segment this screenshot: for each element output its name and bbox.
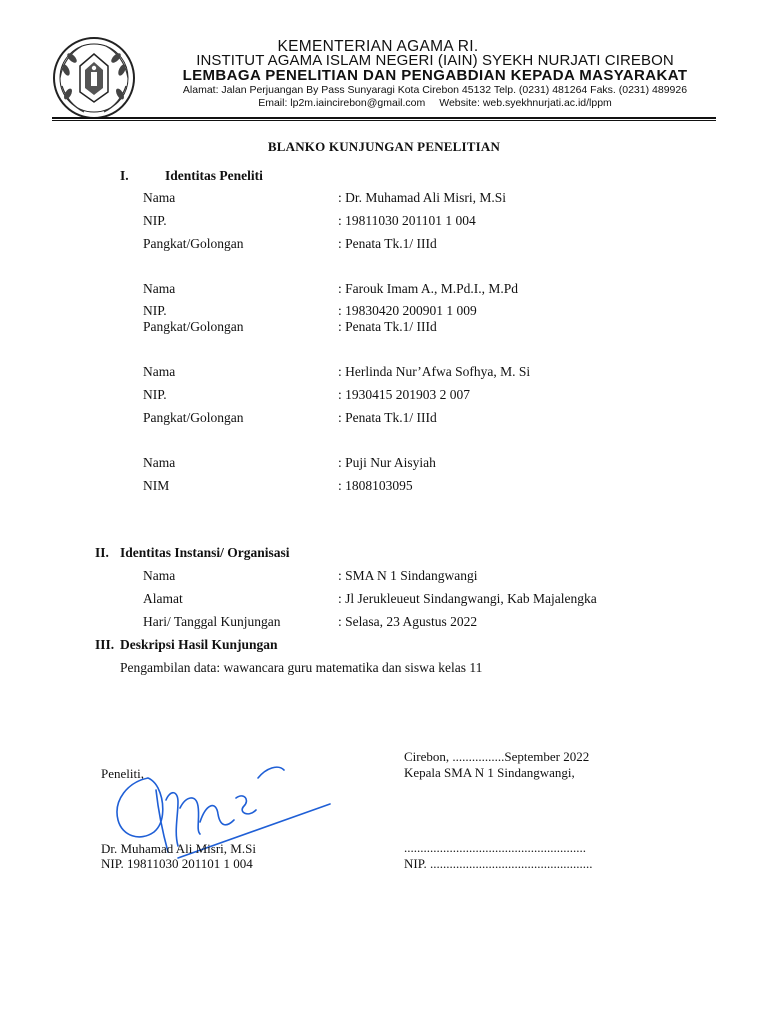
visit-description: Pengambilan data: wawancara guru matematika dan siswa kelas 11 (120, 660, 483, 675)
principal-title: Kepala SMA N 1 Sindangwangi, (404, 765, 575, 780)
researcher-nip: : 19830420 200901 1 009 (338, 303, 477, 318)
field-label: Pangkat/Golongan (143, 410, 244, 425)
section2-heading: Identitas Instansi/ Organisasi (120, 545, 290, 560)
student-nim: : 1808103095 (338, 478, 413, 493)
header-address: Alamat: Jalan Perjuangan By Pass Sunyaragi Kota Cirebon 45132 Telp. (0231) 481264 Faks. (0231) 489926 (182, 84, 688, 96)
field-label: Nama (143, 568, 176, 583)
section3-number: III. (95, 637, 115, 652)
field-label: NIP. (143, 387, 167, 402)
institution-address: : Jl Jerukleueut Sindangwangi, Kab Majalengka (338, 591, 597, 606)
header-website: Website: web.syekhnurjati.ac.id/lppm (439, 97, 612, 109)
header-institution: INSTITUT AGAMA ISLAM NEGERI (IAIN) SYEKH NURJATI CIREBON (196, 52, 674, 69)
header-ministry: KEMENTERIAN AGAMA RI. (277, 38, 479, 55)
institution-logo (52, 36, 136, 120)
field-label: Alamat (143, 591, 183, 606)
field-label: Nama (143, 364, 176, 379)
principal-nip: NIP. .................................................. (404, 856, 593, 871)
section1-number: I. (120, 168, 129, 183)
header-department: LEMBAGA PENELITIAN DAN PENGABDIAN KEPADA MASYARAKAT (182, 67, 688, 84)
field-label: NIP. (143, 213, 167, 228)
header-email: Email: lp2m.iaincirebon@gmail.com (258, 97, 426, 109)
researcher-sign-title: Peneliti, (101, 766, 144, 781)
field-label: Hari/ Tanggal Kunjungan (143, 614, 281, 629)
header-contact (150, 97, 720, 109)
researcher-name: : Herlinda Nur’Afwa Sofhya, M. Si (338, 364, 531, 379)
field-label: Nama (143, 190, 176, 205)
letterhead-rule-thin (52, 120, 716, 121)
visit-date: : Selasa, 23 Agustus 2022 (338, 614, 478, 629)
field-label: NIP. (143, 303, 167, 318)
section3-heading: Deskripsi Hasil Kunjungan (120, 637, 278, 652)
section2-number: II. (95, 545, 109, 560)
researcher-rank: : Penata Tk.1/ IIId (338, 319, 437, 334)
section1-heading: Identitas Peneliti (165, 168, 263, 183)
researcher-nip: : 1930415 201903 2 007 (338, 387, 471, 402)
place-date: Cirebon, ................September 2022 (404, 749, 590, 764)
researcher-sign-name: Dr. Muhamad Ali Misri, M.Si (101, 841, 256, 856)
researcher-rank: : Penata Tk.1/ IIId (338, 236, 437, 251)
field-label: NIM (143, 478, 170, 493)
field-label: Pangkat/Golongan (143, 319, 244, 334)
researcher-rank: : Penata Tk.1/ IIId (338, 410, 437, 425)
researcher-name: : Dr. Muhamad Ali Misri, M.Si (338, 190, 507, 205)
document-title: BLANKO KUNJUNGAN PENELITIAN (267, 139, 501, 154)
student-name: : Puji Nur Aisyiah (338, 455, 436, 470)
field-label: Nama (143, 281, 176, 296)
researcher-name: : Farouk Imam A., M.Pd.I., M.Pd (338, 281, 519, 296)
field-label: Nama (143, 455, 176, 470)
principal-name-blank: ........................................................ (404, 840, 586, 855)
researcher-sign-nip: NIP. 19811030 201101 1 004 (101, 856, 253, 871)
field-label: Pangkat/Golongan (143, 236, 244, 251)
institution-name: : SMA N 1 Sindangwangi (338, 568, 478, 583)
letterhead-rule (52, 117, 716, 119)
researcher-nip: : 19811030 201101 1 004 (338, 213, 476, 228)
